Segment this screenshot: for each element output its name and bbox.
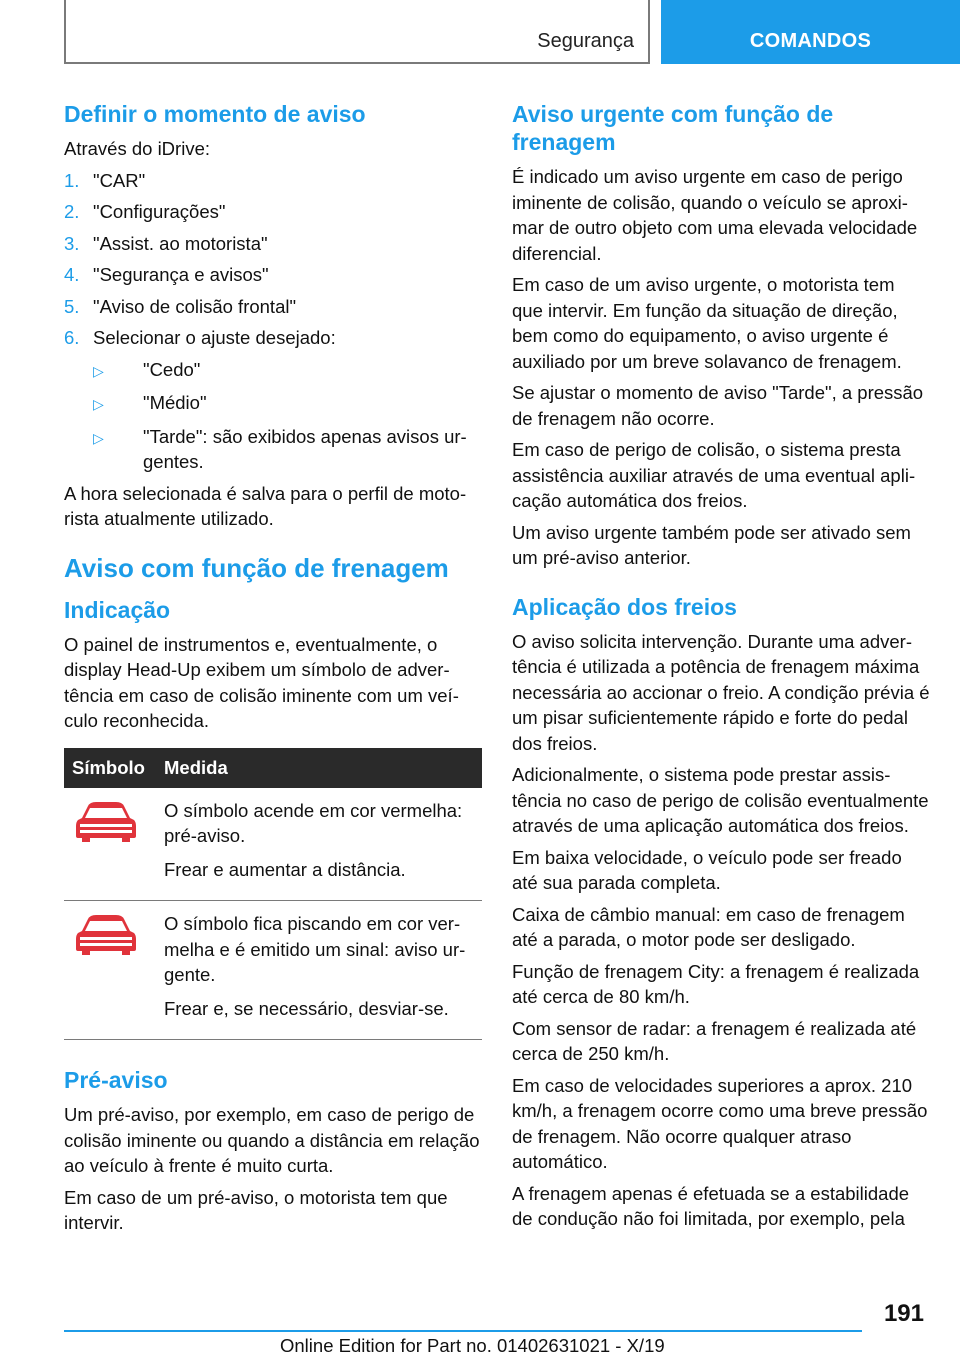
step-number: 5. <box>64 295 80 317</box>
step-item <box>64 325 482 351</box>
triangle-bullet-icon: ▷ <box>93 429 104 446</box>
step-number: 2. <box>64 201 80 222</box>
step-item <box>64 294 482 320</box>
paragraph: Adicionalmente, o sistema pode prestar assistência no caso de perigo de colisão eventualmente através de uma aplicação automática dos freios. <box>512 764 929 836</box>
paragraph: O aviso solicita intervenção. Durante uma advertência é utilizada a potência de frenagem máxima necessária ao accionar o freio. A condição prévia é um pisar suficientemente rápido e forte do pedal dos freios. <box>512 630 930 754</box>
action-text: O símbolo acende em cor vermelha: pré-aviso. <box>164 799 463 846</box>
substep-text: "Médio" <box>143 392 207 413</box>
heading-prewarning: Pré-aviso <box>64 1067 168 1093</box>
action-text: O símbolo fica piscando em cor vermelha e é emitido um sinal: aviso urgente. <box>164 913 466 985</box>
heading-brake-application: Aplicação dos freios <box>512 593 737 620</box>
paragraph: Um pré-aviso, por exemplo, em caso de perigo de colisão iminente ou quando a distância em relação ao veículo à frente é muito curta. <box>64 1104 480 1176</box>
table-cell-action <box>156 901 482 1040</box>
paragraph: Através do iDrive: <box>64 138 210 159</box>
step-text: Selecionar o ajuste desejado: <box>93 327 336 348</box>
step-item <box>64 262 482 288</box>
right-column <box>512 100 930 1238</box>
paragraph: Em caso de um pré-aviso, o motorista tem que intervir. <box>64 1186 448 1233</box>
paragraph: Caixa de câmbio manual: em caso de frenagem até a parada, o motor pode ser desligado. <box>512 903 905 950</box>
left-column <box>64 100 482 1242</box>
step-number: 3. <box>64 232 80 254</box>
paragraph: É indicado um aviso urgente em caso de perigo iminente de colisão, quando o veículo se aproximar de outro objeto com uma elevada velocidade diferencial. <box>512 166 918 264</box>
substep-item <box>84 357 482 385</box>
triangle-bullet-icon: ▷ <box>93 362 104 379</box>
paragraph: O painel de instrumentos e, eventualmente, o display Head-Up exibem um símbolo de advertência em caso de colisão iminente com um veículo reconhecida. <box>64 633 459 731</box>
substep-item <box>84 424 482 475</box>
paragraph: A frenagem apenas é efetuada se a estabilidade de condução não foi limitada, por exemplo, pela <box>512 1182 910 1229</box>
symbol-table <box>64 748 482 1041</box>
step-text: "CAR" <box>93 169 146 191</box>
substep-item <box>84 390 482 418</box>
step-item <box>64 168 482 194</box>
paragraph: Em baixa velocidade, o veículo pode ser freado até sua parada completa. <box>512 846 902 893</box>
table-header-row <box>64 748 482 788</box>
paragraph: Em caso de um aviso urgente, o motorista tem que intervir. Em função da situação de direção, bem como do equipamento, o aviso urgente é auxiliado por um breve solavanco de frenagem. <box>512 274 902 372</box>
substep-list <box>64 357 482 475</box>
paragraph: Com sensor de radar: a frenagem é realizada até cerca de 250 km/h. <box>512 1017 917 1064</box>
step-text: "Configurações" <box>93 201 226 222</box>
triangle-bullet-icon: ▷ <box>93 396 104 412</box>
table-row <box>64 788 482 901</box>
heading-braking-warning: Aviso com função de frenagem <box>64 552 449 583</box>
table-header-action: Medida <box>156 748 482 788</box>
paragraph: Em caso de velocidades superiores a aprox. 210 km/h, a frenagem ocorre como uma breve pressão de frenagem. Não ocorre qualquer atraso automático. <box>512 1074 928 1172</box>
step-number: 6. <box>64 327 80 348</box>
footer-edition: Online Edition for Part no. 01402631021 - X/19 <box>280 1335 665 1356</box>
step-number: 1. <box>64 169 80 191</box>
paragraph: A hora selecionada é salva para o perfil de motorista atualmente utilizado. <box>64 482 467 529</box>
paragraph: Em caso de perigo de colisão, o sistema presta assistência auxiliar através de uma eventual aplicação automática dos freios. <box>512 439 916 511</box>
header-chapter-box <box>661 0 960 64</box>
step-item <box>64 231 482 257</box>
table-cell-symbol <box>64 788 156 901</box>
table-cell-symbol <box>64 901 156 1040</box>
table-header-symbol: Símbolo <box>64 748 156 788</box>
step-number: 4. <box>64 264 80 285</box>
action-text: Frear e, se necessário, desviar-se. <box>164 997 449 1019</box>
substep-text: "Cedo" <box>143 358 201 380</box>
heading-warning-time: Definir o momento de aviso <box>64 101 366 127</box>
header-section-box <box>64 0 650 64</box>
paragraph: Um aviso urgente também pode ser ativado sem um pré-aviso anterior. <box>512 521 911 568</box>
heading-urgent-warning: Aviso urgente com função de frenagem <box>512 101 834 155</box>
step-text: "Segurança e avisos" <box>93 264 269 285</box>
step-item <box>64 199 482 225</box>
paragraph: Função de frenagem City: a frenagem é realizada até cerca de 80 km/h. <box>512 960 920 1007</box>
table-row <box>64 901 482 1040</box>
car-warning-icon <box>74 800 138 844</box>
page-number: 191 <box>883 1300 924 1327</box>
table-cell-action <box>156 788 482 901</box>
paragraph: Se ajustar o momento de aviso "Tarde", a pressão de frenagem não ocorre. <box>512 382 924 429</box>
footer-divider <box>64 1330 862 1332</box>
car-warning-icon <box>74 913 138 957</box>
step-list <box>64 168 482 351</box>
action-text: Frear e aumentar a distância. <box>164 858 406 880</box>
header-chapter-title: COMANDOS <box>749 30 872 52</box>
heading-indication: Indicação <box>64 596 171 623</box>
step-text: "Aviso de colisão frontal" <box>93 295 297 317</box>
step-text: "Assist. ao motorista" <box>93 232 268 254</box>
substep-text: "Tarde": são exibidos apenas avisos urgentes. <box>143 425 467 472</box>
header-section-title: Segurança <box>537 30 634 52</box>
